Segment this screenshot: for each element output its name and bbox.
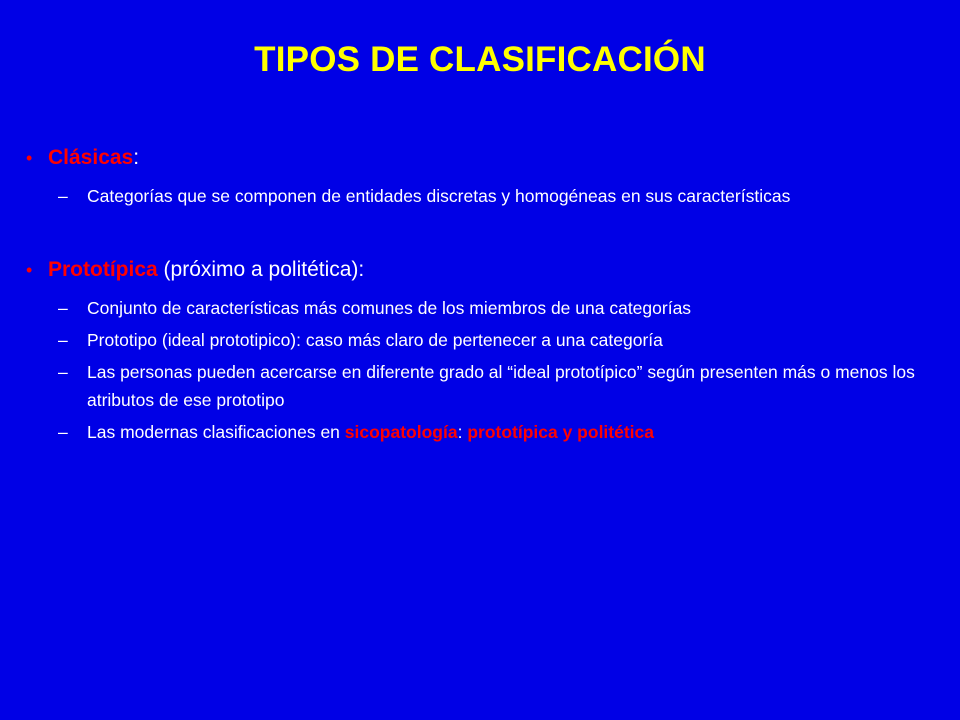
dash-marker: –	[58, 330, 68, 350]
subitem-middle: :	[457, 422, 468, 442]
slide-content	[22, 140, 922, 450]
bullet-dot: •	[26, 260, 33, 280]
subitem-text: Categorías que se componen de entidades discretas y homogéneas en sus características	[87, 186, 791, 206]
heading-rest-clasicas: :	[133, 146, 140, 169]
heading-rest-prototipica: (próximo a politética):	[157, 258, 365, 281]
subitem-prototipica-3	[22, 358, 922, 414]
heading-highlight-prototipica: Prototípica	[48, 258, 158, 281]
dash-marker: –	[58, 422, 68, 442]
bullet-prototipica	[22, 252, 922, 288]
dash-marker: –	[58, 186, 68, 206]
subitem-prototipica-2	[22, 326, 922, 354]
subitem-text: Prototipo (ideal prototipico): caso más claro de pertenecer a una categoría	[87, 330, 663, 350]
subitem-prefix: Las modernas clasificaciones en	[87, 422, 345, 442]
dash-marker: –	[58, 362, 68, 382]
dash-marker: –	[58, 298, 68, 318]
highlight-sicopatologia: sicopatología	[344, 422, 458, 442]
subitem-clasicas-1	[22, 182, 922, 210]
bullet-clasicas	[22, 140, 922, 176]
subitem-prototipica-4	[22, 418, 922, 446]
heading-highlight-clasicas: Clásicas	[48, 146, 134, 169]
bullet-dot: •	[26, 148, 33, 168]
subitem-text: Las personas pueden acercarse en diferente grado al “ideal prototípico” según presenten más o menos los atributos de ese prototipo	[87, 362, 915, 410]
slide-title: TIPOS DE CLASIFICACIÓN	[254, 40, 706, 79]
subitem-prototipica-1	[22, 294, 922, 322]
highlight-prototipica-politetica: prototípica y politética	[467, 422, 655, 442]
subitem-text: Conjunto de características más comunes de los miembros de una categorías	[87, 298, 692, 318]
